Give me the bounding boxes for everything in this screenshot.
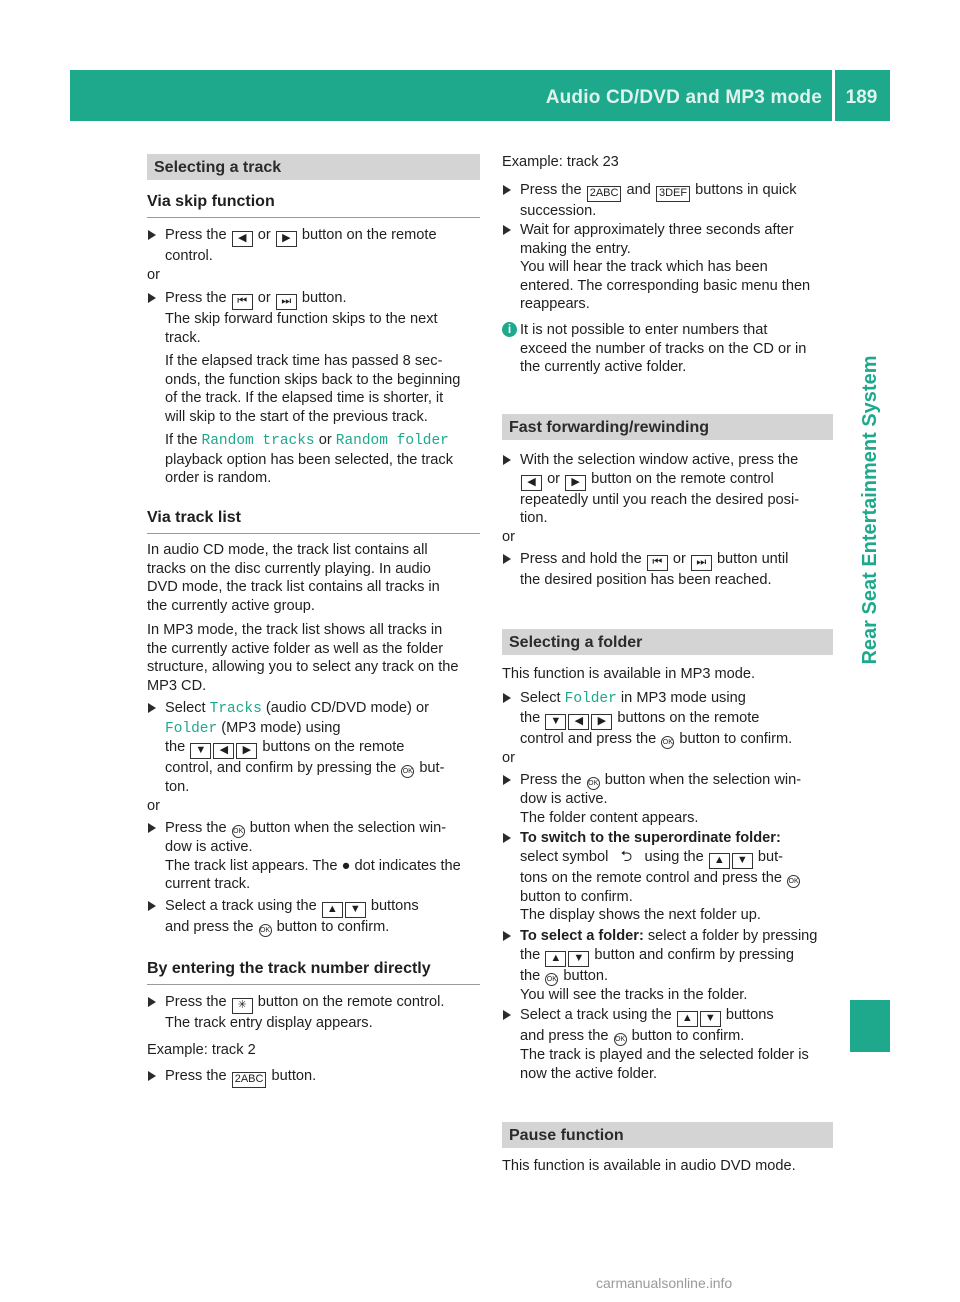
dot-icon: ●	[341, 857, 351, 874]
up-arrow-key-icon: ▲	[709, 853, 730, 869]
down-arrow-key-icon: ▼	[732, 853, 753, 869]
paragraph: This function is available in MP3 mode.	[502, 666, 756, 682]
list-item: With the selection window active, press the ◀ or ▶ button on the remote control repeatedly until you reach the desired posi- tion.	[502, 451, 835, 528]
left-arrow-key-icon: ◀	[568, 714, 589, 730]
side-tab-label: Rear Seat Entertainment System	[858, 355, 881, 665]
info-icon: i	[502, 322, 517, 337]
section-heading-pause: Pause function	[502, 1122, 833, 1148]
heading-enter-number: By entering the track number directly	[147, 960, 431, 977]
section-heading-selecting-folder: Selecting a folder	[502, 629, 833, 655]
paragraph: In audio CD mode, the track list contains all tracks on the disc currently playing. In audio DVD mode, the track list contains all tracks in the currently active group.	[147, 542, 440, 614]
up-arrow-key-icon: ▲	[677, 1011, 698, 1027]
right-arrow-key-icon: ▶	[276, 231, 297, 247]
watermark: carmanualsonline.info	[596, 1275, 733, 1291]
section-heading-fast-forward: Fast forwarding/rewinding	[502, 414, 833, 440]
list-item: Select a track using the ▲ ▼ buttons and press the OK button to confirm. The track is played and the selected folder is now the active folder.	[502, 1006, 835, 1083]
or-text: or	[502, 750, 515, 766]
list-item: Press the 2ABC button.	[147, 1067, 480, 1088]
skip-forward-key-icon: ⏭	[276, 294, 297, 310]
left-arrow-key-icon: ◀	[232, 231, 253, 247]
down-arrow-key-icon: ▼	[190, 743, 211, 759]
heading-via-skip: Via skip function	[147, 193, 275, 210]
key-2abc-icon: 2ABC	[232, 1072, 267, 1088]
list-item: Press the ⏮ or ⏭ button. The skip forward function skips to the next track. If the elapsed track time has passed 8 sec- onds, the function skips back to the beginning of the track. If the elapsed time is shorter, it will skip to the start of the previous track. If the Random tracks or Random folder playback option has been selected, the track order is random.	[147, 289, 480, 488]
ok-button-icon: OK	[787, 875, 800, 888]
ok-button-icon: OK	[232, 825, 245, 838]
list-item: Select Folder in MP3 mode using the ▼ ◀ ▶ buttons on the remote control and press the OK button to confirm.	[502, 689, 835, 749]
skip-forward-key-icon: ⏭	[691, 555, 712, 571]
paragraph: In MP3 mode, the track list shows all tracks in the currently active folder as well as the folder structure, allowing you to select any track on the MP3 CD.	[147, 622, 459, 694]
page-number: 189	[845, 87, 878, 108]
list-item: Press the OK button when the selection win- dow is active. The folder content appears.	[502, 771, 835, 827]
list-item: Press the ◀ or ▶ button on the remote control.	[147, 226, 480, 266]
ok-button-icon: OK	[545, 973, 558, 986]
paragraph: This function is available in audio DVD mode.	[502, 1158, 796, 1174]
list-item: Press the ✳ button on the remote control. The track entry display appears.	[147, 993, 483, 1033]
key-3def-icon: 3DEF	[656, 186, 690, 202]
side-marker	[850, 1000, 890, 1052]
example-text: Example: track 23	[502, 154, 619, 170]
side-tab	[850, 200, 890, 820]
left-arrow-key-icon: ◀	[521, 475, 542, 491]
ok-button-icon: OK	[401, 765, 414, 778]
down-arrow-key-icon: ▼	[345, 902, 366, 918]
list-item: To select a folder: select a folder by pressing the ▲ ▼ button and confirm by pressing the OK button. You will see the tracks in the folder.	[502, 927, 835, 1004]
track-entry-key-icon: ✳	[232, 998, 253, 1014]
right-arrow-key-icon: ▶	[236, 743, 257, 759]
skip-back-key-icon: ⏮	[232, 294, 253, 310]
right-arrow-key-icon: ▶	[565, 475, 586, 491]
heading-via-track-list: Via track list	[147, 509, 241, 526]
divider	[147, 984, 480, 985]
or-text: or	[147, 267, 160, 283]
skip-back-key-icon: ⏮	[647, 555, 668, 571]
or-text: or	[502, 529, 515, 545]
list-item: Press the OK button when the selection win- dow is active. The track list appears. The ● dot indicates the current track.	[147, 819, 480, 894]
ok-button-icon: OK	[614, 1033, 627, 1046]
down-arrow-key-icon: ▼	[568, 951, 589, 967]
info-note: i It is not possible to enter numbers that exceed the number of tracks on the CD or in the currently active folder.	[502, 321, 850, 377]
page-header	[70, 70, 890, 121]
down-arrow-key-icon: ▼	[545, 714, 566, 730]
list-item: Press the 2ABC and 3DEF buttons in quick succession.	[502, 181, 835, 221]
list-item: To switch to the superordinate folder: select symbol ⮌ using the ▲ ▼ but- tons on the remote control and press the OK button to confirm. The display shows the next folder up.	[502, 829, 835, 925]
up-arrow-key-icon: ▲	[545, 951, 566, 967]
key-2abc-icon: 2ABC	[587, 186, 622, 202]
example-text: Example: track 2	[147, 1042, 256, 1058]
divider	[147, 217, 480, 218]
list-item: Wait for approximately three seconds after making the entry. You will hear the track which has been entered. The corresponding basic menu then reappears.	[502, 221, 835, 314]
list-item: Press and hold the ⏮ or ⏭ button until the desired position has been reached.	[502, 550, 835, 590]
ok-button-icon: OK	[661, 736, 674, 749]
ok-button-icon: OK	[587, 777, 600, 790]
list-item: Select Tracks (audio CD/DVD mode) or Folder (MP3 mode) using the ▼ ◀ ▶ buttons on the remote control, and confirm by pressing the OK but- ton.	[147, 699, 480, 797]
parent-folder-icon: ⮌	[620, 848, 633, 865]
divider	[147, 533, 480, 534]
down-arrow-key-icon: ▼	[700, 1011, 721, 1027]
right-arrow-key-icon: ▶	[591, 714, 612, 730]
header-title: Audio CD/DVD and MP3 mode	[545, 87, 822, 108]
list-item: Select a track using the ▲ ▼ buttons and press the OK button to confirm.	[147, 897, 480, 937]
ok-button-icon: OK	[259, 924, 272, 937]
or-text: or	[147, 798, 160, 814]
section-heading-selecting-track: Selecting a track	[147, 154, 480, 180]
left-arrow-key-icon: ◀	[213, 743, 234, 759]
up-arrow-key-icon: ▲	[322, 902, 343, 918]
